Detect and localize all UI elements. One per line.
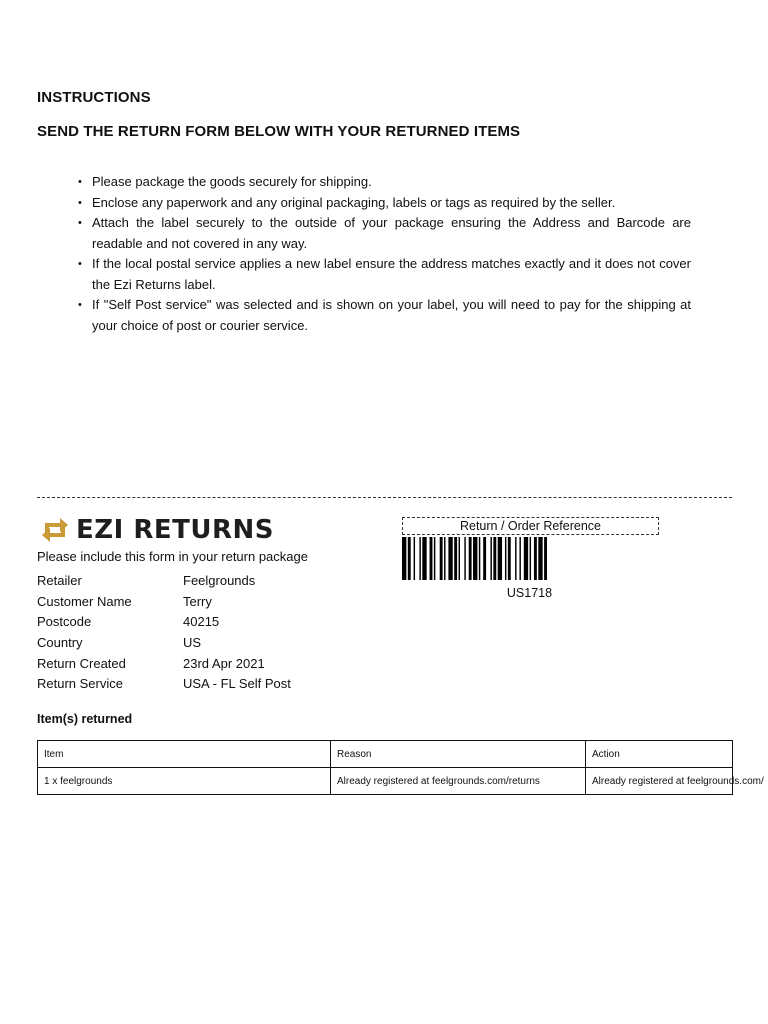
detail-row-country [37, 634, 291, 655]
instructions-heading: INSTRUCTIONS [37, 89, 151, 106]
barcode-bar [498, 537, 502, 580]
detail-label: Country [37, 635, 83, 651]
detail-label: Customer Name [37, 593, 132, 609]
barcode-bar [402, 537, 406, 580]
barcode-bar [508, 537, 511, 580]
ezi-returns-logo [40, 515, 274, 545]
table-cell-action: Already registered at feelgrounds.com/ [586, 768, 733, 795]
barcode-bar [534, 537, 537, 580]
logo-text: EZI RETURNS [76, 515, 274, 545]
detail-label: Postcode [37, 614, 92, 630]
detail-value: 40215 [183, 614, 220, 630]
barcode-bar [422, 537, 426, 580]
column-header-reason: Reason [331, 741, 586, 768]
barcode-bar [430, 537, 433, 580]
items-returned-title: Item(s) returned [37, 712, 133, 726]
barcode-bar [505, 537, 506, 580]
instruction-item: • If "Self Post service" was selected and is shown on your label, you will need to pay for the shipping at your choice of post or courier service. [78, 295, 691, 336]
barcode-bar [414, 537, 415, 580]
instruction-item: • Please package the goods securely for shipping. [78, 172, 691, 193]
cut-line-divider [37, 497, 732, 498]
column-header-item: Item [38, 741, 331, 768]
detail-value: USA - FL Self Post [183, 676, 291, 692]
barcode-bar [473, 537, 477, 580]
instruction-item: • If the local postal service applies a new label ensure the address matches exactly and it does not cover the Ezi Returns label. [78, 254, 691, 295]
table-cell-reason: Already registered at feelgrounds.com/returns [331, 768, 586, 795]
table-row [38, 768, 733, 795]
barcode-bar [448, 537, 452, 580]
return-details [37, 572, 291, 696]
barcode-bar [459, 537, 460, 580]
barcode-bar [479, 537, 480, 580]
table-cell-item: 1 x feelgrounds [38, 768, 331, 795]
detail-label: Return Created [37, 655, 126, 671]
detail-row-return-service [37, 675, 291, 696]
detail-value: US [183, 635, 202, 651]
detail-value: 23rd Apr 2021 [183, 655, 265, 671]
barcode-bar [454, 537, 457, 580]
reference-label-box: Return / Order Reference [402, 517, 659, 535]
table-header-row [38, 741, 733, 768]
instruction-item: • Attach the label securely to the outside of your package ensuring the Address and Barcode are readable and not covered in any way. [78, 213, 691, 254]
instruction-item: • Enclose any paperwork and any original packaging, labels or tags as required by the seller. [78, 193, 691, 214]
reference-number: US1718 [506, 586, 553, 600]
barcode-bar [544, 537, 547, 580]
barcode-bar [493, 537, 496, 580]
barcode-bar [530, 537, 531, 580]
return-arrows-icon [40, 517, 70, 543]
barcode-bar [524, 537, 528, 580]
column-header-action: Action [586, 741, 733, 768]
barcode-bar [490, 537, 491, 580]
instructions-subheading: SEND THE RETURN FORM BELOW WITH YOUR RETURNED ITEMS [37, 123, 521, 140]
barcode-bar [440, 537, 443, 580]
barcode-bar [519, 537, 520, 580]
barcode-bar [434, 537, 435, 580]
detail-label: Return Service [37, 676, 123, 692]
barcode-bar [483, 537, 486, 580]
barcode-bar [515, 537, 516, 580]
items-table [37, 740, 764, 795]
detail-value: Terry [183, 593, 212, 609]
barcode-bar [469, 537, 472, 580]
form-intro-text: Please include this form in your return package [37, 549, 308, 564]
detail-label: Retailer [37, 573, 82, 588]
barcode [402, 537, 656, 580]
barcode-bar [538, 537, 542, 580]
detail-row-customer-name [37, 593, 291, 614]
barcode-bar [419, 537, 420, 580]
barcode-bar [408, 537, 411, 580]
detail-value: Feelgrounds [183, 573, 256, 588]
detail-row-return-created [37, 655, 291, 676]
detail-row-postcode [37, 613, 291, 634]
barcode-bar [464, 537, 465, 580]
instructions-list [78, 172, 691, 336]
barcode-bar [444, 537, 445, 580]
detail-row-retailer [37, 572, 291, 593]
